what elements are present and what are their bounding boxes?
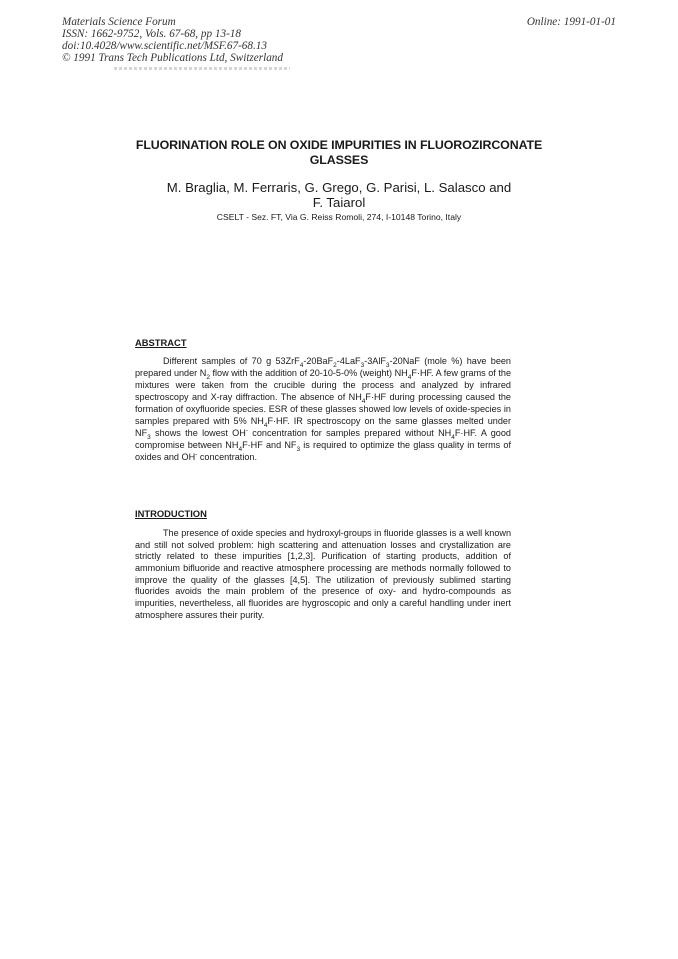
scan-artifact — [114, 67, 290, 70]
introduction-body — [135, 528, 511, 621]
author-list — [90, 181, 588, 210]
issn-line: ISSN: 1662-9752, Vols. 67-68, pp 13-18 — [62, 28, 241, 40]
online-date: Online: 1991-01-01 — [526, 16, 616, 28]
journal-name: Materials Science Forum — [62, 16, 176, 28]
title-line-1: FLUORINATION ROLE ON OXIDE IMPURITIES IN FLUOROZIRCONATE — [135, 138, 543, 152]
header-citation — [62, 16, 283, 64]
title-line-2: GLASSES — [309, 152, 369, 167]
paper-title — [90, 138, 588, 167]
introduction-paragraph: The presence of oxide species and hydroxyl-groups in fluoride glasses is a well known and still not solved problem: high scattering and attenuation losses and crystallization are strictly related to these impurities [1,2,3]. Purification of starting products, addition of ammonium bifluoride and reactive atmosphere processing are methods normally followed to improve the quality of the glasses [4,5]. The utilization of previously sublimed starting fluorides avoids the main problem of the presence of oxy- and hydro-compounds as impurities, nevertheless, all fluorides are hygroscopic and only a careful handling under inert atmosphere assures their purity. — [135, 528, 511, 620]
authors-line-1: M. Braglia, M. Ferraris, G. Grego, G. Parisi, L. Salasco and — [166, 180, 512, 195]
doi-line[interactable]: doi:10.4028/www.scientific.net/MSF.67-68.13 — [62, 40, 267, 52]
introduction-heading: INTRODUCTION — [135, 508, 207, 519]
abstract-body — [135, 355, 511, 463]
abstract-heading: ABSTRACT — [135, 337, 187, 348]
affiliation: CSELT - Sez. FT, Via G. Reiss Romoli, 274, I-10148 Torino, Italy — [216, 212, 462, 222]
copyright-line: © 1991 Trans Tech Publications Ltd, Switzerland — [62, 52, 283, 64]
authors-line-2: F. Taiarol — [312, 194, 366, 210]
abstract-paragraph: Different samples of 70 g 53ZrF$_4$-20BaF$_2$-4LaF$_3$-3AlF$_3$-20NaF (mole %) have been prepared under $N_2$ flow with the addition of 20-10-5-0% (weight) $NH_4F\cdot HF$. A few grams of the mixtures were taken from the crucible during the process and analyzed by infrared spectroscopy and X-ray diffraction. The absence of $NH_4F\cdot HF$ during processing caused the formation of oxyfluoride species. ESR of these glasses showed low levels of oxide-species in samples prepared with 5% $NH_4F\cdot HF$. IR spectroscopy on the same glasses melted under $NF_3$ shows the lowest OH- concentration for samples prepared without $NH_4F\cdot HF$. A good compromise between $NH_4F\cdot HF$ and $NF_3$ is required to optimize the glass quality in terms of oxides and OH- concentration. — [135, 356, 512, 463]
